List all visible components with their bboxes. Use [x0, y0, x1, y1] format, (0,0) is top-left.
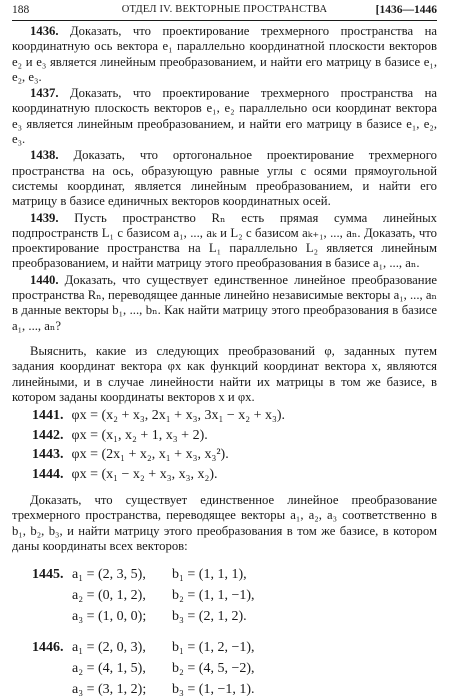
equation-expr: φx = (2x₁ + x₂, x₁ + x₃, x₃²).	[71, 447, 229, 463]
vector-row	[32, 585, 437, 606]
problem-range: [1436—1446	[375, 4, 437, 16]
equation-1441	[32, 406, 437, 426]
problem-number: 1444.	[32, 466, 64, 482]
problem-1440	[12, 273, 437, 334]
page-number: 188	[12, 4, 30, 16]
vector-b: b₂ = (4, 5, −2),	[172, 661, 255, 677]
vector-a: a₁ = (2, 0, 3),	[72, 640, 146, 656]
problem-number: 1441.	[32, 408, 64, 424]
equation-1443	[32, 445, 437, 465]
equation-1442	[32, 426, 437, 446]
vector-row	[32, 637, 437, 658]
vector-b: b₁ = (1, 1, 1),	[172, 567, 247, 583]
problem-number: 1437.	[30, 86, 59, 101]
problem-number: 1440.	[30, 272, 59, 287]
page-header	[12, 4, 437, 20]
problem-text: Доказать, что существует единственное линейное преобразование пространства Rₙ, переводящее данные линейно независимые векторы a₁, ..., aₙ в данные векторы b₁, ..., bₙ. Как найти матрицу этого преобразования в базисе a₁, ..., aₙ?	[12, 272, 437, 333]
vector-b: b₃ = (1, −1, 1).	[172, 682, 255, 698]
problem-number: 1436.	[30, 24, 59, 38]
vector-set-1445	[32, 564, 437, 627]
vector-set-1446	[32, 637, 437, 700]
header-rule	[12, 20, 437, 21]
problem-number: 1439.	[30, 210, 59, 225]
vector-b: b₃ = (2, 1, 2).	[172, 609, 247, 625]
vector-a: a₂ = (4, 1, 5),	[72, 661, 146, 677]
problem-1438	[12, 148, 437, 209]
vector-b: b₁ = (1, 2, −1),	[172, 640, 255, 656]
equation-expr: φx = (x₂ + x₃, 2x₁ + x₃, 3x₁ − x₂ + x₃).	[71, 408, 286, 424]
problem-text: Доказать, что проектирование трехмерного пространства на координатную плоскость векторов e₁, e₂ параллельно оси координат вектора e₃ является линейным преобразованием, и найти его матрицу в базисе e₁, e₂, e₃.	[12, 86, 437, 147]
problem-1437	[12, 86, 437, 147]
problem-number: 1442.	[32, 427, 64, 443]
vector-row	[32, 564, 437, 585]
problem-number: 1445.	[32, 567, 64, 583]
problem-text: Доказать, что ортогональное проектирование трехмерного пространства на ось, образующую равные углы с осями прямоугольной системы координат, является линейным преобразованием, и найти его матрицу в базисе единичных векторов координатных осей.	[12, 148, 438, 209]
vector-a: a₂ = (0, 1, 2),	[72, 588, 146, 604]
equation-1444	[32, 465, 437, 485]
problem-text: Пусть пространство Rₙ есть прямая сумма линейных подпространств L₁ с базисом a₁, ..., aₖ и L₂ с базисом aₖ₊₁, ..., aₙ. Доказать, что проектирование пространства на L₁ параллельно L₂ является линейным преобразованием, и найти матрицу этого преобразования в базисе a₁, ..., aₙ.	[12, 210, 437, 271]
problem-1436	[12, 24, 437, 85]
vector-row	[32, 658, 437, 679]
problem-text: Доказать, что проектирование трехмерного пространства на координатную ось вектора e₁ параллельно координатной плоскости векторов e₂ и e₃ является линейным преобразованием, и найти его матрицу в базисе e₁, e₂, e₃.	[12, 24, 437, 84]
vector-b: b₂ = (1, 1, −1),	[172, 588, 255, 604]
intro-unique-map: Доказать, что существует единственное линейное преобразование трехмерного пространства, переводящее векторы a₁, a₂, a₃ соответственно в b₁, b₂, b₃, и найти матрицу этого преобразования в том же базисе, в котором даны координаты всех векторов:	[12, 493, 437, 554]
problem-number: 1443.	[32, 447, 64, 463]
vector-a: a₁ = (2, 3, 5),	[72, 567, 146, 583]
problem-number: 1438.	[30, 148, 59, 163]
vector-a: a₃ = (1, 0, 0);	[72, 609, 147, 625]
chapter-title: ОТДЕЛ IV. ВЕКТОРНЫЕ ПРОСТРАНСТВА	[121, 4, 328, 15]
vector-row	[32, 606, 437, 627]
intro-linear-maps: Выяснить, какие из следующих преобразований φ, заданных путем задания координат вектора φx как функций координат вектора x, являются линейными, и в случае линейности найти их матрицы в том же базисе, в котором заданы координаты векторов x и φx.	[12, 343, 437, 404]
equation-expr: φx = (x₁ − x₂ + x₃, x₃, x₂).	[71, 466, 218, 482]
vector-row	[32, 679, 437, 700]
equation-expr: φx = (x₁, x₂ + 1, x₃ + 2).	[71, 427, 208, 443]
problem-number: 1446.	[32, 640, 64, 656]
vector-a: a₃ = (3, 1, 2);	[72, 682, 147, 698]
page-body	[12, 24, 437, 700]
problem-1439	[12, 211, 437, 272]
